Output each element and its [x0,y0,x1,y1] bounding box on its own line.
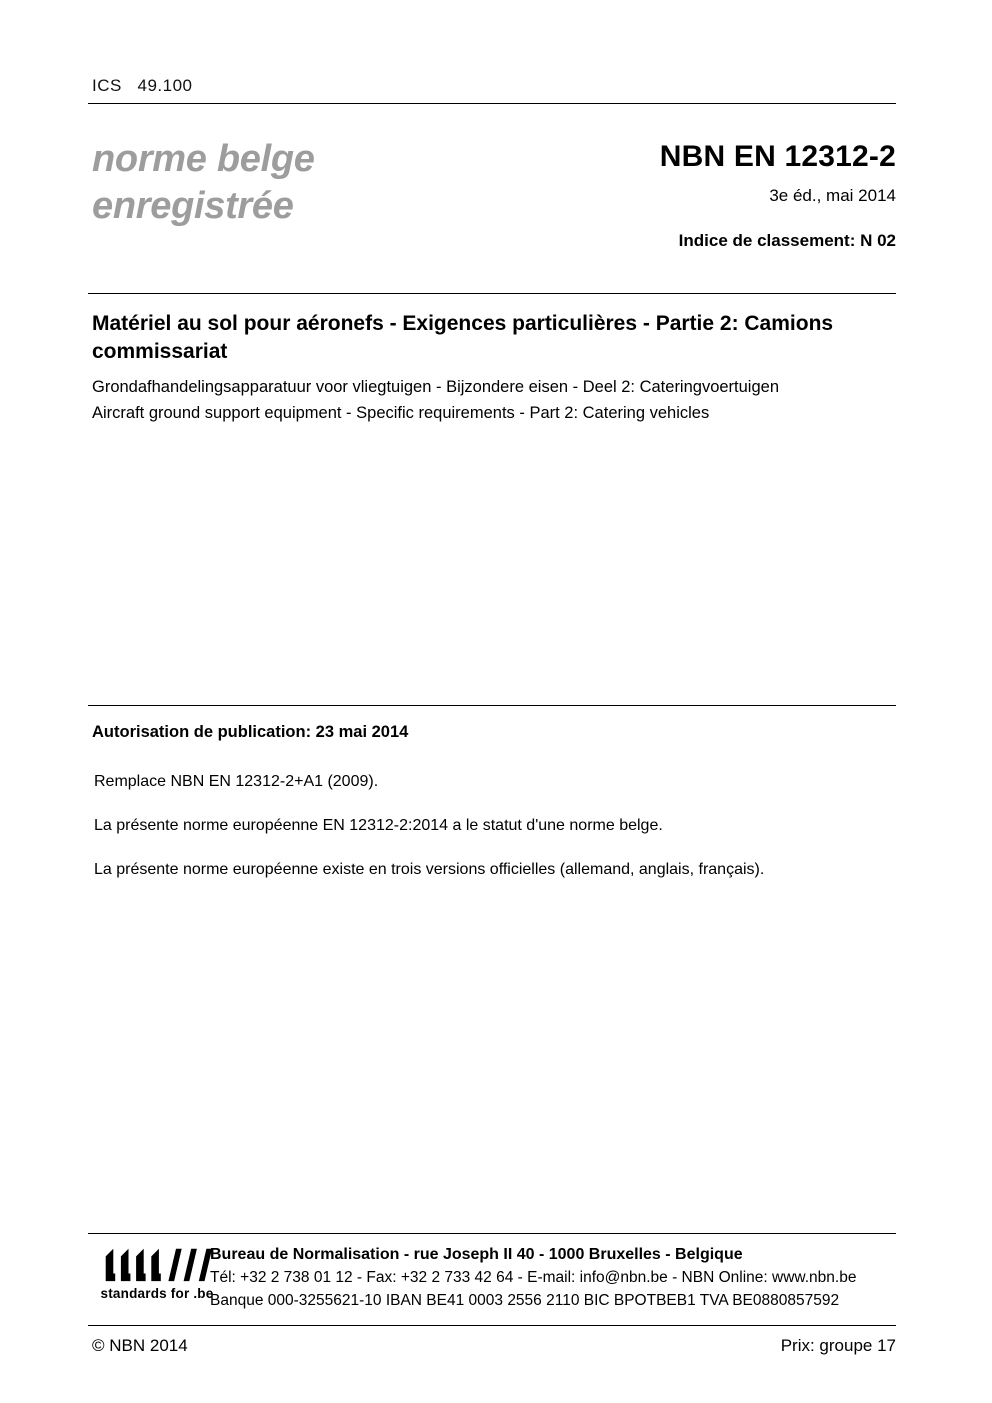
page-content [88,0,896,1403]
nbn-logo [92,1245,222,1301]
organization-title-line2: enregistrée [92,185,294,227]
ics-label: ICS [92,76,122,95]
standard-classification: Indice de classement: N 02 [678,231,896,250]
standard-edition: 3e éd., mai 2014 [769,186,896,205]
divider-masthead [88,293,896,294]
footer-contact: Tél: +32 2 738 01 12 - Fax: +32 2 733 42 64 - E-mail: info@nbn.be - NBN Online: www.nbn.be [210,1269,857,1286]
publication-note: La présente norme européenne EN 12312-2:2014 a le statut d'une norme belge. [94,817,663,834]
footer-contact-block [210,1243,896,1312]
title-block [92,310,892,426]
divider-bottom [88,1325,896,1326]
footer [88,1243,896,1315]
publication-note: Remplace NBN EN 12312-2+A1 (2009). [94,773,379,790]
title-english: Aircraft ground support equipment - Specific requirements - Part 2: Catering vehicles [92,404,710,422]
footer-bank: Banque 000-3255621-10 IBAN BE41 0003 2556 2110 BIC BPOTBEB1 TVA BE0880857592 [210,1292,840,1309]
nbn-logo-text: standards for .be [100,1286,214,1301]
divider-publication [88,705,896,706]
standard-number: NBN EN 12312-2 [659,140,896,173]
footer-address: Bureau de Normalisation - rue Joseph II 40 - 1000 Bruxelles - Belgique [210,1246,743,1263]
organization-title [92,136,315,230]
divider-footer [88,1233,896,1234]
copyright: © NBN 2014 [92,1336,188,1355]
organization-title-line1: norme belge [92,138,315,180]
title-french: Matériel au sol pour aéronefs - Exigences particulières - Partie 2: Camions commissariat [92,312,834,363]
title-dutch: Grondafhandelingsapparatuur voor vliegtuigen - Bijzondere eisen - Deel 2: Cateringvoertuigen [92,378,780,396]
ics-line [92,76,193,96]
publication-notes [94,772,884,904]
price-group: Prix: groupe 17 [780,1336,896,1355]
publication-authorization: Autorisation de publication: 23 mai 2014 [92,723,409,741]
nbn-logo-icon [100,1245,214,1283]
divider-top [88,103,896,104]
masthead [88,128,896,288]
footer-bottom [88,1336,896,1366]
ics-value: 49.100 [137,76,193,95]
publication-note: La présente norme européenne existe en trois versions officielles (allemand, anglais, français). [94,861,765,878]
